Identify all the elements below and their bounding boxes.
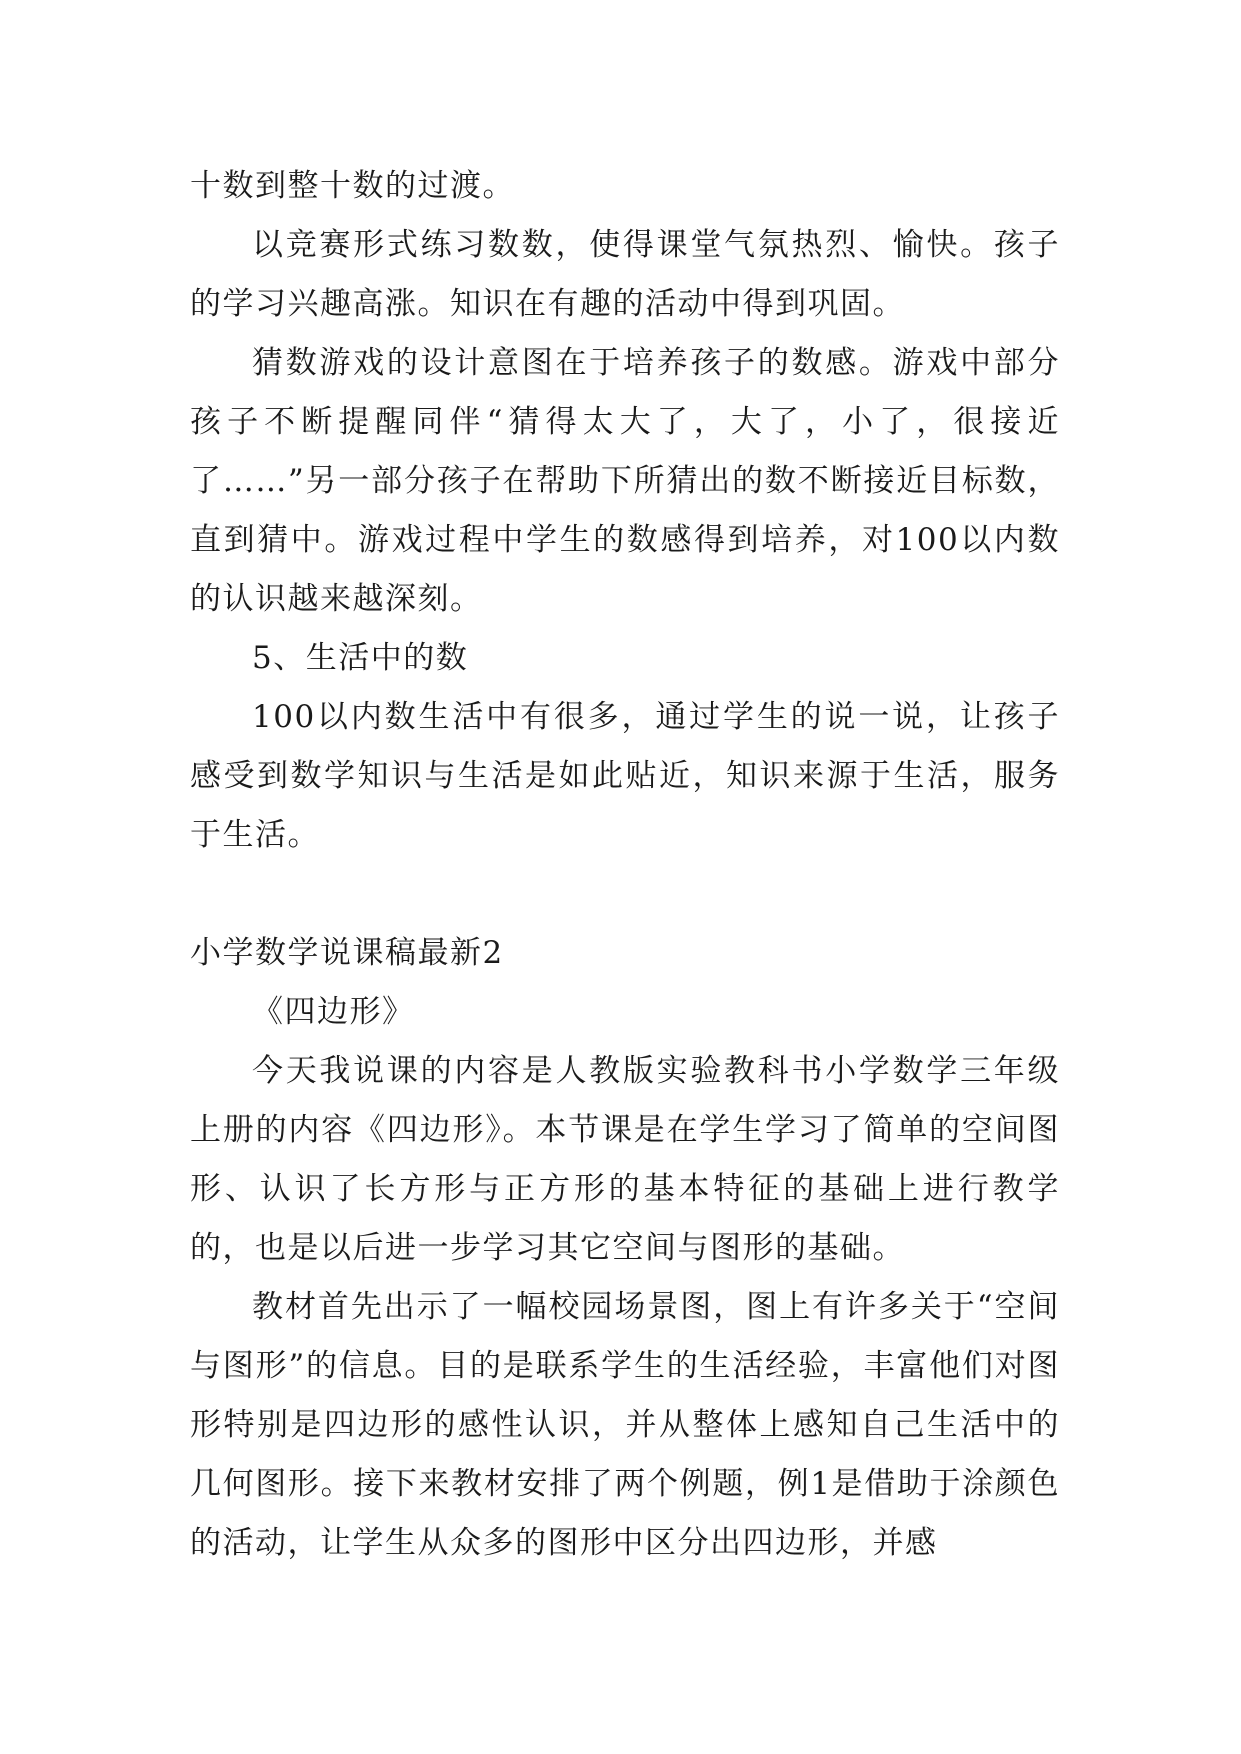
paragraph-life-numbers: 100以内数生活中有很多，通过学生的说一说，让孩子感受到数学知识与生活是如此贴近，知识来源于生活，服务于生活。 [190,699,1060,853]
paragraph-textbook: 教材首先出示了一幅校园场景图，图上有许多关于“空间与图形”的信息。目的是联系学生的生活经验，丰富他们对图形特别是四边形的感性认识，并从整体上感知自己生活中的几何图形。接下来教材安排了两个例题，例1是借助于涂颜色的活动，让学生从众多的图形中区分出四边形，并感 [190,1289,1060,1561]
paragraph-lesson-intro: 今天我说课的内容是人教版实验教科书小学数学三年级上册的内容《四边形》。本节课是在学生学习了简单的空间图形、认识了长方形与正方形的基本特征的基础上进行教学的，也是以后进一步学习其它空间与图形的基础。 [190,1053,1060,1266]
lesson-title: 《四边形》 [252,994,415,1030]
paragraph-competition: 以竞赛形式练习数数，使得课堂气氛热烈、愉快。孩子的学习兴趣高涨。知识在有趣的活动中得到巩固。 [190,227,1060,322]
paragraph-transition: 十数到整十数的过渡。 [190,168,515,204]
section-heading-life-numbers: 5、生活中的数 [252,640,469,676]
paragraph-guessing-game: 猜数游戏的设计意图在于培养孩子的数感。游戏中部分孩子不断提醒同伴“猜得太大了，大了，小了，很接近了……”另一部分孩子在帮助下所猜出的数不断接近目标数，直到猜中。游戏过程中学生的数感得到培养，对100以内数的认识越来越深刻。 [190,345,1060,617]
blank-line [190,865,1060,924]
document-title: 小学数学说课稿最新2 [190,935,504,971]
document-body [190,157,1060,1573]
